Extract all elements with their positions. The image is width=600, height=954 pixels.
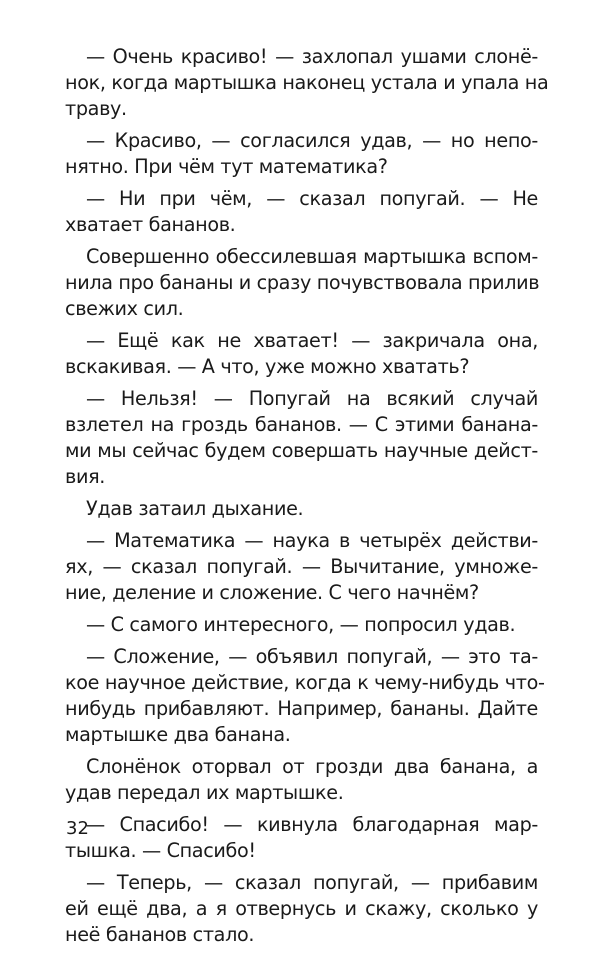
- text-line: вия.: [65, 465, 106, 488]
- text-line: Слонёнок оторвал от грозди два банана, а: [86, 755, 538, 778]
- text-line: удав передал их мартышке.: [65, 781, 344, 804]
- paragraph: [65, 528, 538, 606]
- text-line: ми мы сейчас будем совершать научные дейст-: [65, 439, 538, 462]
- text-line: — Теперь, — сказал попугай, — прибавим: [86, 871, 538, 894]
- text-line: ях, — сказал попугай. — Вычитание, умноже-: [65, 555, 538, 578]
- paragraph: [65, 612, 538, 638]
- text-line: — Спасибо! — кивнула благодарная мар-: [86, 813, 538, 836]
- text-line: тышка. — Спасибо!: [65, 839, 256, 862]
- text-line: нила про бананы и сразу почувствовала прилив: [65, 271, 540, 294]
- paragraph: [65, 44, 549, 122]
- text-line: неё бананов стало.: [65, 923, 255, 946]
- text-line: — Ни при чём, — сказал попугай. — Не: [86, 187, 538, 210]
- paragraph: [65, 186, 538, 238]
- paragraph: [65, 128, 538, 180]
- text-line: нок, когда мартышка наконец устала и упала на: [65, 71, 549, 94]
- text-line: — Математика — наука в четырёх действи-: [86, 529, 538, 552]
- text-line: — Нельзя! — Попугай на всякий случай: [86, 387, 538, 410]
- text-line: — С самого интересного, — попросил удав.: [86, 613, 516, 636]
- book-page-text: [65, 44, 549, 954]
- text-line: Удав затаил дыхание.: [86, 497, 304, 520]
- paragraph: [65, 244, 538, 322]
- text-line: мартышке два банана.: [65, 723, 291, 746]
- page-number: 32: [66, 818, 89, 839]
- text-line: ние, деление и сложение. С чего начнём?: [65, 581, 479, 604]
- text-line: Совершенно обессилевшая мартышка вспом-: [86, 245, 538, 268]
- text-line: — Очень красиво! — захлопал ушами слонё-: [86, 45, 538, 68]
- paragraph: [65, 644, 545, 748]
- paragraph: [65, 754, 538, 806]
- paragraph: [65, 496, 538, 522]
- paragraph: [65, 386, 538, 490]
- text-line: хватает бананов.: [65, 213, 236, 236]
- text-line: — Сложение, — объявил попугай, — это та-: [86, 645, 538, 668]
- text-line: свежих сил.: [65, 297, 184, 320]
- text-line: — Ещё как не хватает! — закричала она,: [86, 329, 538, 352]
- text-line: ей ещё два, а я отвернусь и скажу, сколько у: [65, 897, 538, 920]
- text-line: — Красиво, — согласился удав, — но непо-: [86, 129, 538, 152]
- text-line: взлетел на гроздь бананов. — С этими банана-: [65, 413, 538, 436]
- paragraph: [65, 328, 538, 380]
- paragraph: [65, 812, 538, 864]
- text-line: кое научное действие, когда к чему-нибудь что-: [65, 671, 545, 694]
- text-line: вскакивая. — А что, уже можно хватать?: [65, 355, 470, 378]
- text-line: нятно. При чём тут математика?: [65, 155, 388, 178]
- text-line: нибудь прибавляют. Например, бананы. Дайте: [65, 697, 538, 720]
- text-line: траву.: [65, 97, 127, 120]
- paragraph: [65, 870, 538, 948]
